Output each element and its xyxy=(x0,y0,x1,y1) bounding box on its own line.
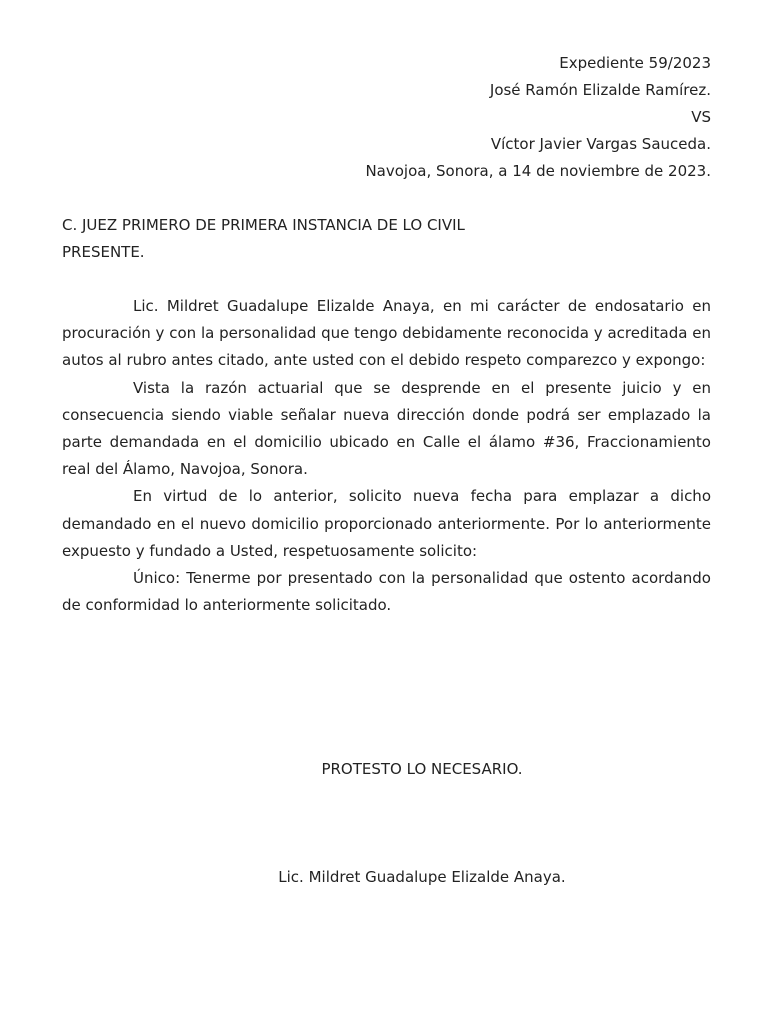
signature-name: Lic. Mildret Guadalupe Elizalde Anaya. xyxy=(278,868,566,886)
versus-label: VS xyxy=(691,108,711,126)
addressee-block xyxy=(62,212,711,266)
case-number: Expediente 59/2023 xyxy=(559,54,711,72)
document-page xyxy=(62,50,711,619)
case-header xyxy=(62,50,711,185)
document-body xyxy=(62,293,711,619)
plaintiff-name: José Ramón Elizalde Ramírez. xyxy=(489,81,711,99)
addressee-judge: C. JUEZ PRIMERO DE PRIMERA INSTANCIA DE LO CIVIL xyxy=(62,216,465,234)
defendant-name: Víctor Javier Vargas Sauceda. xyxy=(490,135,711,153)
paragraph-new-address: Vista la razón actuarial que se desprende en el presente juicio y en consecuencia siendo viable señalar nueva dirección donde podrá ser emplazado la parte demandada en el domicilio ubicado en Calle el álamo #36, Fraccionamiento real del Álamo, Navojoa, Sonora. xyxy=(62,378,711,479)
place-and-date: Navojoa, Sonora, a 14 de noviembre de 2023. xyxy=(365,162,711,180)
closing-protesto: PROTESTO LO NECESARIO. xyxy=(321,760,523,778)
addressee-presente: PRESENTE. xyxy=(62,243,145,261)
paragraph-request: En virtud de lo anterior, solicito nueva fecha para emplazar a dicho demandado en el nuevo domicilio proporcionado anteriormente. Por lo anteriormente expuesto y fundado a Usted, respetuosamente solicito: xyxy=(62,487,711,560)
paragraph-introduction: Lic. Mildret Guadalupe Elizalde Anaya, en mi carácter de endosatario en procuración y con la personalidad que tengo debidamente reconocida y acreditada en autos al rubro antes citado, ante usted con el debido respeto comparezco y expongo: xyxy=(62,297,711,370)
paragraph-petition: Único: Tenerme por presentado con la personalidad que ostento acordando de conformidad lo anteriormente solicitado. xyxy=(62,569,711,615)
